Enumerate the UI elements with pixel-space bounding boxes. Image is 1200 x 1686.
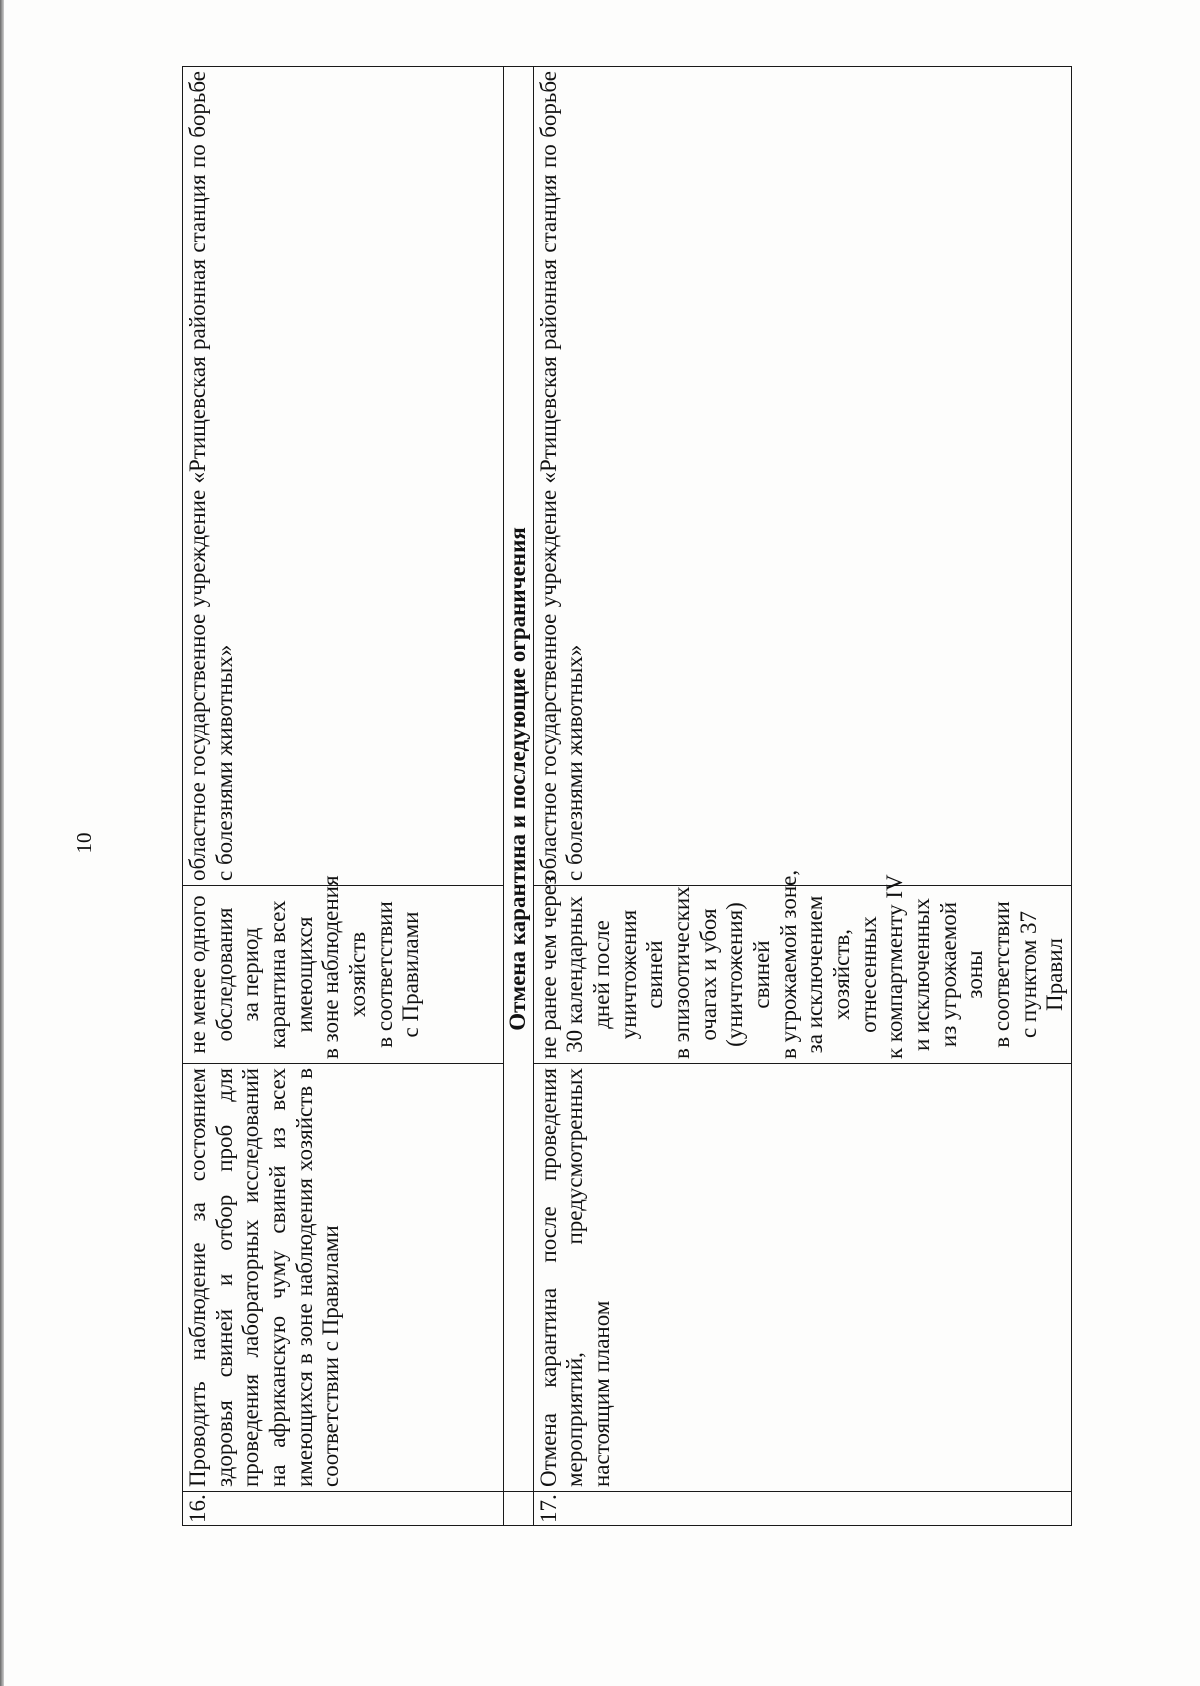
term-line: за исключением (802, 895, 828, 1054)
section-title: Отмена карантина и последующие ограничения (504, 67, 534, 1492)
term-line: зоны (962, 950, 988, 999)
term-line: хозяйств (345, 931, 371, 1018)
term-line: дней после (589, 920, 615, 1029)
page-number: 10 (72, 832, 96, 854)
section-num-cell (504, 1492, 534, 1526)
section-row (504, 67, 534, 1526)
row-number: 17. (535, 1494, 561, 1523)
term-line: хозяйств, (829, 929, 855, 1020)
measure-description: Проводить наблюдение за состоянием здоровья свиней и отбор проб для проведения лабораторных исследований на африканскую чуму свиней из всех имеющихся в зоне наблюдения хозяйств в соответствии с Правилами (183, 1064, 504, 1492)
row-number-cell (533, 1492, 1071, 1526)
term-line: свиней (749, 940, 775, 1009)
term-line: обследования (211, 907, 237, 1042)
measures-table (182, 66, 1072, 1526)
term-line: в зоне наблюдения (318, 875, 344, 1059)
term-line: не ранее чем через (535, 875, 561, 1059)
measure-description: Отмена карантина после проведения мероприятий, предусмотренных настоящим планом (533, 1064, 1071, 1492)
term-line: (уничтожения) (722, 902, 748, 1047)
measure-term (183, 875, 504, 1064)
term-line: свиней (642, 940, 668, 1009)
term-line: в соответствии (989, 901, 1015, 1048)
measure-term (533, 869, 1071, 1064)
term-line: отнесенных (855, 916, 881, 1033)
term-line: в угрожаемой зоне, (775, 869, 801, 1059)
term-line: к компартменту IV (882, 874, 908, 1059)
term-line: с Правилами (398, 911, 424, 1038)
term-line: уничтожения (615, 909, 641, 1040)
row-number-cell (183, 1492, 504, 1526)
table-row (183, 67, 504, 1526)
term-line: Правил (1042, 938, 1068, 1011)
term-line: имеющихся (291, 916, 317, 1033)
term-line: в эпизоотических (669, 886, 695, 1059)
term-line: из угрожаемой (935, 901, 961, 1048)
term-line: очагах и убоя (695, 908, 721, 1041)
term-line: 30 календарных (562, 896, 588, 1053)
term-line: не менее одного (185, 895, 210, 1054)
term-line: и исключенных (909, 898, 935, 1051)
term-line: за период (238, 927, 264, 1022)
term-line: в соответствии (371, 901, 397, 1048)
measure-responsible: областное государственное учреждение «Ртищевская районная станция по борьбе с болезнями животных» (533, 67, 1071, 886)
table-row (533, 67, 1071, 1526)
row-number: 16. (185, 1494, 210, 1523)
measure-responsible: областное государственное учреждение «Ртищевская районная станция по борьбе с болезнями животных» (183, 67, 504, 886)
term-line: с пунктом 37 (1015, 910, 1041, 1039)
term-line: карантина всех (265, 900, 291, 1049)
